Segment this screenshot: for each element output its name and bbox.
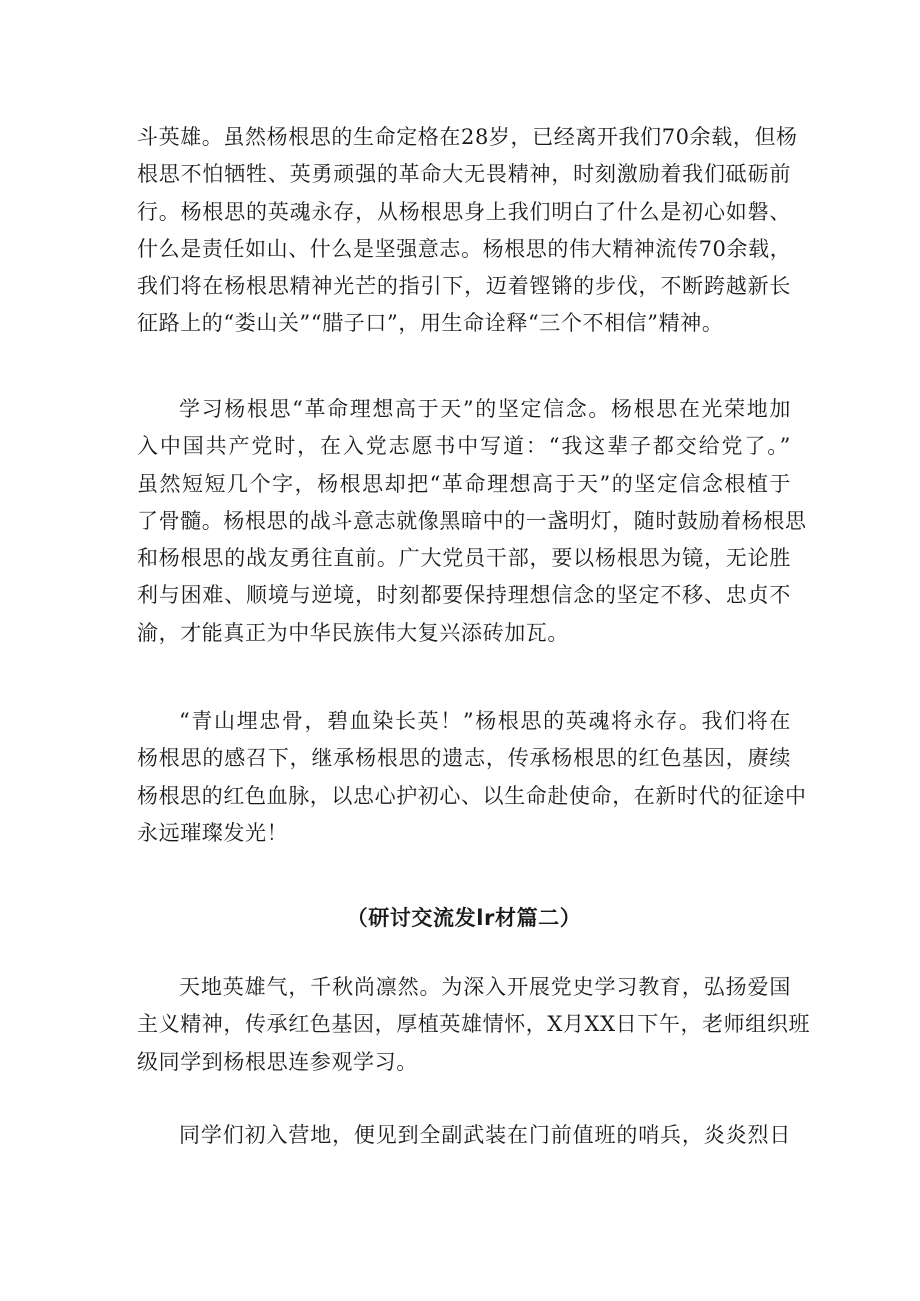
text-line: 什么是责任如山、什么是坚强意志。杨根思的伟大精神流传70余载， xyxy=(137,236,792,261)
text-line: 斗英雄。虽然杨根思的生命定格在28岁，已经离开我们70余载，但杨 xyxy=(137,125,798,149)
text-line: 永远璀璨发光！ xyxy=(137,820,289,845)
text-line: “青山埋忠骨，碧血染长英！”杨根思的英魂将永存。我们将在 xyxy=(179,709,791,733)
text-line: 同学们初入营地，便见到全副武装在门前值班的哨兵，炎炎烈日 xyxy=(179,1123,791,1147)
text-line: 虽然短短几个字，杨根思却把“革命理想高于天”的坚定信念根植于 xyxy=(137,471,791,496)
text-line: 渝，才能真正为中华民族伟大复兴添砖加瓦。 xyxy=(137,620,569,645)
paragraph-4 xyxy=(137,969,811,1081)
text-line: 杨根思的红色血脉，以忠心护初心、以生命赴使命，在新时代的征途中 xyxy=(137,783,807,808)
text-line: 根思不怕牺牲、英勇顽强的革命大无畏精神，时刻激励着我们砥砺前 xyxy=(137,162,791,187)
text-line: 征路上的“娄山关”“腊子口”，用生命诠释“三个不相信”精神。 xyxy=(137,311,724,336)
text-line: 学习杨根思“革命理想高于天”的坚定信念。杨根思在光荣地加 xyxy=(179,397,791,421)
text-line: 利与困难、顺境与逆境，时刻都要保持理想信念的坚定不移、忠贞不 xyxy=(137,583,791,608)
paragraph-5 xyxy=(137,1117,791,1154)
text-line: 入中国共产党时，在入党志愿书中写道：“我这辈子都交给党了。” xyxy=(137,434,791,459)
text-line: 级同学到杨根思连参观学习。 xyxy=(137,1049,418,1074)
paragraph-3 xyxy=(137,703,807,852)
text-line: 了骨髓。杨根思的战斗意志就像黑暗中的一盏明灯，随时鼓励着杨根思 xyxy=(137,508,807,533)
text-line: 行。杨根思的英魂永存，从杨根思身上我们明白了什么是初心如磐、 xyxy=(137,199,791,224)
text-line: 和杨根思的战友勇往直前。广大党员干部，要以杨根思为镜，无论胜 xyxy=(137,546,791,571)
text-line: 天地英雄气，千秋尚凛然。为深入开展党史学习教育，弘扬爱国 xyxy=(179,975,791,999)
text-line: 杨根思的感召下，继承杨根思的遗志，传承杨根思的红色基因，赓续 xyxy=(137,746,791,771)
section-heading: （研讨交流发lr材篇二） xyxy=(346,906,582,930)
paragraph-2 xyxy=(137,391,807,652)
text-line: 主义精神，传承红色基因，厚植英雄情怀，X月XX日下午，老师组织班 xyxy=(137,1012,811,1037)
text-line: 我们将在杨根思精神光芒的指引下，迈着铿锵的步伐，不断跨越新长 xyxy=(137,274,791,299)
paragraph-1 xyxy=(137,119,798,343)
